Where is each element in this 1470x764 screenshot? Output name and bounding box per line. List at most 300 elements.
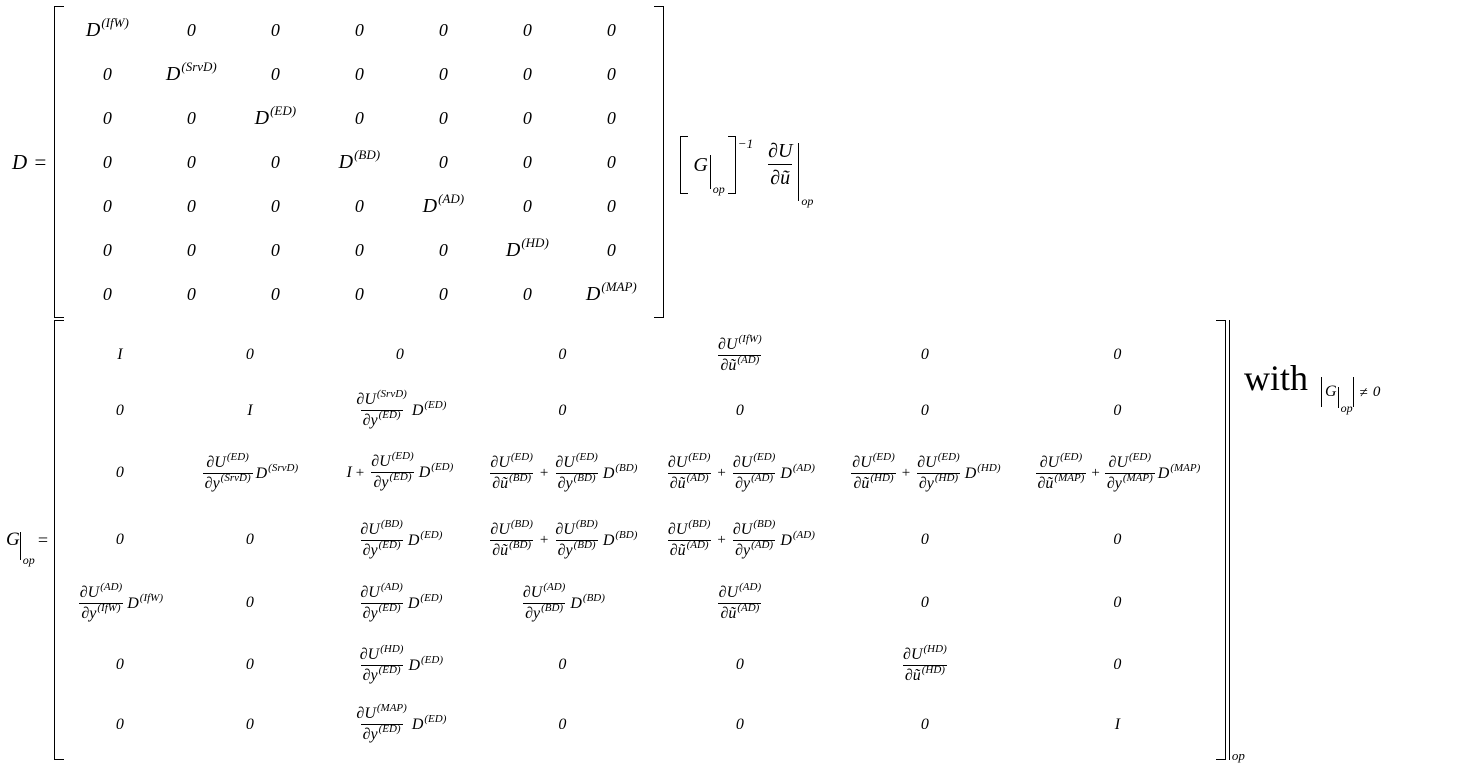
matrix-cell-content <box>117 346 122 364</box>
zero-entry: 0 <box>522 63 532 84</box>
superscript-label: (MAP) <box>1122 471 1153 484</box>
fraction-numerator: $\partial U^{(ED)}$ <box>206 450 249 471</box>
matrix-cell <box>558 402 566 420</box>
plus-operator: + <box>717 465 726 481</box>
matrix-cell <box>607 240 616 261</box>
matrix-cell <box>736 656 744 674</box>
right-bracket <box>654 6 664 318</box>
superscript-label: (ED) <box>510 450 533 463</box>
zero-entry: 0 <box>186 195 196 216</box>
zero-entry: 0 <box>270 239 280 260</box>
matrix-cell-content <box>921 594 929 612</box>
plus-operator: + <box>901 465 911 481</box>
matrix-cell-content <box>558 656 566 674</box>
matrix-cell <box>715 332 765 375</box>
superscript-label: (AD) <box>737 353 760 366</box>
fraction-numerator: $\partial U^{(ED)}$ <box>852 450 895 471</box>
zero-entry: 0 <box>438 63 448 84</box>
fraction-numerator: $\partial U^{(ED)}$ <box>1108 450 1152 471</box>
zero-entry: 0 <box>1113 346 1122 363</box>
fraction-numerator: $\partial U^{(AD)}$ <box>522 580 566 601</box>
matrix-cell-content <box>665 450 815 493</box>
zero-entry: 0 <box>395 346 404 363</box>
zero-entry: 0 <box>1113 531 1122 548</box>
fraction-numerator: $\partial U^{(ED)}$ <box>917 450 960 471</box>
determinant-condition <box>1321 377 1381 415</box>
fraction-denominator: $\partial y^{(ED)}$ <box>362 409 401 429</box>
d-operator-term: $D^{(BD)}$ <box>570 591 605 612</box>
fraction-denominator: $\partial ũ^{(AD)}$ <box>669 538 709 559</box>
zero-entry: 0 <box>522 107 532 128</box>
left-bracket <box>54 6 64 318</box>
matrix-cell <box>665 450 815 493</box>
matrix-cell-content <box>1115 716 1120 734</box>
matrix-cell <box>187 152 196 173</box>
matrix-cell <box>523 64 532 85</box>
evaluation-bar <box>798 143 814 208</box>
matrix-cell <box>716 580 764 623</box>
matrix-cell <box>187 20 196 41</box>
g-inverse-factor <box>680 136 753 194</box>
op-subscript: op <box>22 553 35 567</box>
zero-entry: 0 <box>245 656 254 673</box>
fraction-numerator: ∂U <box>768 140 793 162</box>
zero-entry: 0 <box>606 107 616 128</box>
fraction-denominator: $\partial y^{(AD)}$ <box>735 538 774 559</box>
matrix-cell <box>921 402 929 420</box>
zero-entry: 0 <box>270 283 280 304</box>
d-operator-term: $D^{(BD)}$ <box>602 528 638 549</box>
matrix-cell-content <box>921 716 929 734</box>
equals-sign: = <box>36 529 49 550</box>
superscript-label: (MAP) <box>376 702 407 715</box>
fraction-numerator: $\partial U^{(HD)}$ <box>903 642 947 663</box>
evaluation-bar <box>710 155 725 196</box>
zero-entry: 0 <box>438 151 448 172</box>
superscript-label: (AD) <box>686 471 709 484</box>
condition-note <box>1244 358 1381 415</box>
d-operator-term: $D^{(IfW)}$ <box>127 591 164 612</box>
zero-entry: 0 <box>186 239 196 260</box>
superscript-label: (ED) <box>420 528 443 541</box>
eq2-lhs <box>6 526 49 567</box>
partial-derivative-fraction <box>358 580 404 623</box>
matrix-cell <box>246 656 254 674</box>
matrix-cell-content <box>736 656 744 674</box>
zero-entry: 0 <box>186 19 196 40</box>
superscript-label: (ED) <box>378 601 401 614</box>
zero-entry: 0 <box>270 195 280 216</box>
partial-derivative-fraction <box>666 517 712 560</box>
fraction-numerator: $\partial U^{(BD)}$ <box>732 517 776 538</box>
superscript-label: (IfW) <box>97 601 121 614</box>
partial-derivative-fraction <box>666 450 712 493</box>
matrix-cell-content <box>1113 402 1121 420</box>
matrix-cell <box>422 190 465 218</box>
partial-derivative-fraction <box>901 642 949 685</box>
matrix-cell <box>271 284 280 305</box>
matrix-cell <box>396 346 404 364</box>
superscript-label: (AD) <box>792 461 815 474</box>
matrix-cell-content <box>558 346 566 364</box>
partial-derivative-fraction <box>358 642 406 685</box>
fraction-denominator: $\partial ũ^{(BD)}$ <box>492 471 532 492</box>
matrix-cell-content <box>357 580 443 623</box>
matrix-cell-content <box>487 450 638 493</box>
superscript-label: (SrvD) <box>376 388 407 401</box>
matrix-cell <box>355 240 364 261</box>
matrix-cell-content <box>558 716 566 734</box>
superscript-label: (AD) <box>792 528 815 541</box>
zero-entry: 0 <box>438 283 448 304</box>
fraction-denominator: $\partial y^{(AD)}$ <box>735 471 774 492</box>
matrix-cell <box>607 20 616 41</box>
fraction-denominator: $\partial ũ^{(AD)}$ <box>669 471 709 492</box>
superscript-label: (ED) <box>378 538 401 551</box>
matrix-cell <box>103 196 112 217</box>
superscript-label: (ED) <box>270 102 297 118</box>
superscript-label: (BD) <box>753 517 776 530</box>
matrix-cell <box>487 450 638 493</box>
zero-entry: 0 <box>354 63 364 84</box>
matrix-cell-content <box>396 346 404 364</box>
matrix-cell-content <box>247 402 252 420</box>
matrix-cell-content <box>116 656 124 674</box>
zero-entry: 0 <box>522 151 532 172</box>
superscript-label: (BD) <box>380 517 403 530</box>
superscript-label: (BD) <box>510 517 533 530</box>
zero-entry: 0 <box>245 715 254 733</box>
partial-derivative-fraction <box>766 140 794 190</box>
matrix-cell-content <box>1113 531 1121 549</box>
fraction-denominator: $\partial y^{(MAP)}$ <box>1106 471 1153 492</box>
zero-entry: 0 <box>102 151 112 172</box>
matrix-cell-content <box>246 656 254 674</box>
partial-derivative-fraction <box>354 702 408 744</box>
zero-entry: 0 <box>920 401 929 419</box>
fraction-denominator: $\partial y^{(ED)}$ <box>373 471 412 491</box>
matrix-cell-content <box>246 594 254 612</box>
zero-entry: 0 <box>354 107 364 128</box>
partial-derivative-fraction <box>731 517 777 560</box>
matrix-cell <box>523 284 532 305</box>
matrix-cell <box>921 346 929 364</box>
superscript-label: (BD) <box>688 517 711 530</box>
diagonal-entry: $D^{(AD)}$ <box>422 190 465 217</box>
zero-entry: 0 <box>270 19 280 40</box>
zero-entry: 0 <box>245 346 254 363</box>
d-operator-term: $D^{(MAP)}$ <box>1157 461 1201 482</box>
matrix-cell <box>921 531 929 549</box>
zero-entry: 0 <box>522 283 532 304</box>
matrix-cell-content <box>736 716 744 734</box>
matrix-cell <box>355 284 364 305</box>
superscript-label: (HD) <box>977 461 1001 474</box>
zero-entry: 0 <box>102 107 112 128</box>
fraction-denominator: $\partial ũ^{(AD)}$ <box>720 601 760 622</box>
superscript-label: (AD) <box>100 580 123 593</box>
evaluation-bar <box>1338 387 1353 415</box>
matrix-cell <box>246 346 254 364</box>
partial-derivative-fraction <box>1036 450 1087 493</box>
matrix-cell <box>353 388 447 430</box>
identity-entry: I <box>1114 715 1121 733</box>
superscript-label: (ED) <box>378 663 401 676</box>
fraction-denominator: $\partial y^{(BD)}$ <box>525 601 564 622</box>
matrix-cell-content <box>849 450 1001 493</box>
matrix-cell <box>439 20 448 41</box>
matrix-cell-content <box>520 580 605 623</box>
fraction-denominator: $\partial y^{(ED)}$ <box>362 601 401 622</box>
matrix-cell <box>558 656 566 674</box>
zero-entry: 0 <box>1113 656 1122 673</box>
matrix-cell-content <box>487 517 638 560</box>
fraction-numerator: $\partial U^{(BD)}$ <box>555 517 598 538</box>
identity-entry: I <box>346 464 352 481</box>
fraction-denominator: $\partial y^{(BD)}$ <box>557 538 596 559</box>
matrix-cell <box>921 594 929 612</box>
superscript-label: (AD) <box>737 601 760 614</box>
superscript-label: (MAP) <box>601 278 637 294</box>
fraction-denominator: $\partial ũ^{(HD)}$ <box>904 663 945 684</box>
matrix-cell <box>271 240 280 261</box>
superscript-label: (BD) <box>573 471 596 484</box>
matrix-cell <box>103 64 112 85</box>
inverse-exponent: −1 <box>737 136 754 151</box>
matrix-cell <box>103 152 112 173</box>
matrix-cell-content <box>202 450 299 493</box>
matrix-cell <box>607 196 616 217</box>
superscript-label: (SrvD) <box>220 471 251 484</box>
right-bracket <box>728 136 736 194</box>
diagonal-entry: $D^{(MAP)}$ <box>585 278 637 305</box>
zero-entry: 0 <box>186 151 196 172</box>
zero-entry: 0 <box>354 283 364 304</box>
matrix-cell-content <box>116 464 124 482</box>
superscript-label: (AD) <box>543 580 566 593</box>
matrix-cell <box>103 284 112 305</box>
plus-operator: + <box>355 464 365 481</box>
zero-entry: 0 <box>558 401 567 419</box>
matrix-cell <box>247 402 252 420</box>
superscript-label: (HD) <box>870 471 894 484</box>
partial-derivative-fraction <box>78 580 124 623</box>
g-symbol: G <box>1325 383 1337 400</box>
superscript-label: (ED) <box>420 591 443 604</box>
zero-entry: 0 <box>522 195 532 216</box>
partial-derivative-fraction <box>731 450 777 493</box>
partial-derivative-fraction <box>358 517 404 560</box>
partial-derivative-fraction <box>553 450 599 493</box>
diagonal-entry: $D^{(BD)}$ <box>338 146 381 173</box>
zero-entry: 0 <box>102 63 112 84</box>
superscript-label: (ED) <box>424 713 447 725</box>
zero-entry: 0 <box>606 63 616 84</box>
not-equal-sign: ≠ <box>1359 384 1368 401</box>
partial-derivative-fraction <box>369 450 415 492</box>
superscript-label: (ED) <box>937 450 960 463</box>
matrix-cell-content <box>921 346 929 364</box>
superscript-label: (ED) <box>1060 450 1083 463</box>
zero-entry: 0 <box>735 401 744 419</box>
superscript-label: (ED) <box>226 450 249 463</box>
plus-operator: + <box>717 532 726 548</box>
d-operator-term: $D^{(ED)}$ <box>411 399 447 419</box>
superscript-label: (IfW) <box>738 332 762 345</box>
superscript-label: (BD) <box>509 471 532 484</box>
d-symbol: D <box>12 149 28 174</box>
matrix-cell <box>77 580 164 623</box>
matrix-cell <box>355 196 364 217</box>
matrix-cell <box>355 108 364 129</box>
matrix-cell <box>357 580 443 623</box>
matrix-cell-content <box>715 332 765 375</box>
matrix-cell <box>439 284 448 305</box>
matrix-cell <box>271 152 280 173</box>
fraction-numerator: $\partial U^{(BD)}$ <box>360 517 403 538</box>
zero-entry: 0 <box>186 107 196 128</box>
g-symbol: G <box>6 529 20 550</box>
d-operator-term: $D^{(ED)}$ <box>411 713 447 733</box>
fraction-numerator: $\partial U^{(AD)}$ <box>718 580 762 601</box>
d-operator-term: $D^{(AD)}$ <box>780 461 815 482</box>
superscript-label: (AD) <box>438 190 465 206</box>
matrix-cell <box>1113 656 1121 674</box>
matrix-cell <box>355 64 364 85</box>
op-subscript: op <box>1231 748 1245 763</box>
zero-entry: 0 <box>102 283 112 304</box>
zero-entry: 0 <box>438 239 448 260</box>
partial-derivative-fraction <box>716 332 764 375</box>
fraction-denominator: $\partial y^{(ED)}$ <box>362 723 401 743</box>
diagonal-entry: $D^{(ED)}$ <box>254 102 297 129</box>
matrix-cell <box>505 234 549 262</box>
matrix-cell <box>523 152 532 173</box>
superscript-label: (IfW) <box>139 591 164 604</box>
zero-entry: 0 <box>522 19 532 40</box>
partial-derivative-fraction <box>488 450 534 493</box>
zero-entry: 0 <box>606 195 616 216</box>
matrix-cell <box>246 531 254 549</box>
superscript-label: (AD) <box>739 580 762 593</box>
superscript-label: (BD) <box>615 528 638 541</box>
superscript-label: (HD) <box>380 642 404 655</box>
zero-entry: 0 <box>558 715 567 733</box>
identity-entry: I <box>117 346 123 363</box>
d-operator-term: $D^{(ED)}$ <box>408 653 444 674</box>
matrix-cell <box>1113 531 1121 549</box>
superscript-label: (ED) <box>389 471 412 483</box>
matrix-cell-content <box>246 531 254 549</box>
zero-entry: 0 <box>1113 401 1122 419</box>
superscript-label: (ED) <box>424 399 447 411</box>
op-subscript: op <box>712 182 725 196</box>
d-operator-term: $D^{(ED)}$ <box>418 461 454 481</box>
superscript-label: (BD) <box>615 461 638 474</box>
superscript-label: (AD) <box>751 471 774 484</box>
fraction-denominator: $\partial ũ^{(HD)}$ <box>853 471 894 492</box>
matrix-cell <box>103 240 112 261</box>
plus-operator: + <box>539 532 549 548</box>
partial-derivative-fraction <box>354 388 408 430</box>
matrix-cell <box>558 716 566 734</box>
fraction-denominator: $\partial y^{(ED)}$ <box>362 663 401 684</box>
fraction-numerator: $\partial U^{(ED)}$ <box>1039 450 1083 471</box>
matrix-cell <box>1113 402 1121 420</box>
matrix-cell <box>355 20 364 41</box>
zero-entry: 0 <box>115 715 124 733</box>
matrix-cell-content <box>665 517 815 560</box>
matrix-cell <box>607 64 616 85</box>
matrix-cell <box>921 716 929 734</box>
equation-d-definition <box>12 6 817 318</box>
evaluation-bar <box>20 532 35 567</box>
matrix-cell <box>523 20 532 41</box>
partial-derivative-fraction <box>521 580 567 623</box>
fraction-denominator: $\partial y^{(BD)}$ <box>557 471 596 492</box>
matrix-cell <box>357 642 444 685</box>
matrix-cell <box>439 152 448 173</box>
matrix-cell-content <box>736 402 744 420</box>
left-bracket <box>54 320 64 760</box>
matrix-cell <box>116 402 124 420</box>
fraction-numerator: $\partial U^{(ED)}$ <box>732 450 776 471</box>
zero-entry: 0 <box>186 283 196 304</box>
determinant-bar <box>1353 377 1354 407</box>
fraction-denominator: ∂ũ <box>768 164 792 190</box>
matrix-cell <box>116 716 124 734</box>
diagonal-entry: $D^{(HD)}$ <box>505 234 549 261</box>
zero-value: 0 <box>1372 383 1381 400</box>
superscript-label: (SrvD) <box>268 461 299 474</box>
matrix-cell <box>849 450 1001 493</box>
partial-derivative-fraction <box>488 517 534 560</box>
fraction-numerator: $\partial U^{(ED)}$ <box>555 450 598 471</box>
op-subscript: op <box>801 194 814 208</box>
zero-entry: 0 <box>115 464 124 481</box>
d-operator-term: $D^{(SrvD)}$ <box>255 461 299 482</box>
zero-entry: 0 <box>735 715 744 733</box>
superscript-label: (ED) <box>378 409 401 421</box>
matrix-cell <box>117 346 122 364</box>
matrix-cell <box>1035 450 1201 493</box>
matrix-cell-content <box>921 531 929 549</box>
with-label: with <box>1244 358 1309 398</box>
partial-derivative-fraction <box>203 450 253 493</box>
zero-entry: 0 <box>245 531 254 548</box>
matrix-cell-content <box>353 702 447 744</box>
matrix-cell <box>246 716 254 734</box>
matrix-cell-content <box>246 716 254 734</box>
superscript-label: (HD) <box>521 234 549 250</box>
plus-operator: + <box>1091 465 1100 481</box>
zero-entry: 0 <box>115 401 124 419</box>
superscript-label: (BD) <box>541 601 564 614</box>
zero-entry: 0 <box>558 656 567 673</box>
partial-derivative-fraction <box>1105 450 1155 493</box>
zero-entry: 0 <box>606 239 616 260</box>
zero-entry: 0 <box>606 19 616 40</box>
matrix-cell <box>85 14 129 42</box>
superscript-label: (BD) <box>575 517 598 530</box>
fraction-numerator: $\partial U^{(ED)}$ <box>371 450 414 471</box>
matrix-cell <box>439 64 448 85</box>
zero-entry: 0 <box>102 195 112 216</box>
zero-entry: 0 <box>920 715 929 733</box>
coupling-jacobian-matrix <box>65 321 1215 759</box>
zero-entry: 0 <box>270 151 280 172</box>
matrix-cell-content <box>357 642 444 685</box>
